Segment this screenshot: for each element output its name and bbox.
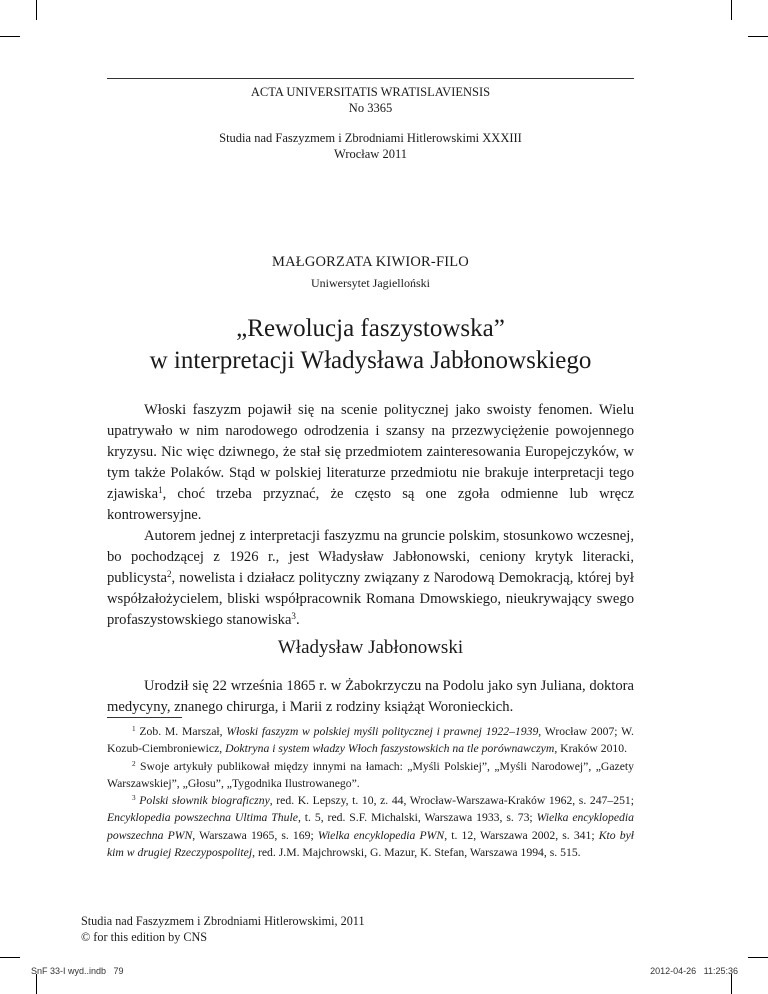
crop-mark-top-right-h	[748, 36, 768, 37]
footnotes	[107, 723, 634, 861]
footer-line-2: © for this edition by CNS	[81, 930, 208, 944]
crop-mark-bottom-right-v	[731, 974, 732, 994]
paragraph-2: Autorem jednej z interpretacji faszyzmu na gruncie polskim, stosunkowo wczesnej, bo pochodzącej z 1926 r., jest Władysław Jabłonowski, ceniony krytyk literacki, publicysta$^2$, nowelista i działacz polityczny związany z Narodową Demokracją, której był współzałożycielem, bliski współpracownik Romana Dmowskiego, nieukrywający swego profaszystowskiego stanowiska$^3$.	[107, 528, 634, 628]
printer-slug-timestamp: 2012-04-26 11:25:36	[650, 966, 738, 976]
crop-mark-bottom-left-h	[0, 957, 20, 958]
body-text-section	[107, 676, 634, 718]
author-affiliation: Uniwersytet Jagielloński	[311, 276, 430, 290]
crop-mark-bottom-left-v	[36, 974, 37, 994]
journal-title: ACTA UNIVERSITATIS WRATISLAVIENSIS	[250, 85, 491, 99]
paragraph-3: Urodził się 22 września 1865 r. w Żabokrzyczu na Podolu jako syn Juliana, doktora medycyny, znanego chirurga, i Marii z rodziny książąt Woronieckich.	[107, 678, 634, 715]
crop-mark-top-right-v	[731, 0, 732, 20]
footnote-1: $^1$ Zob. M. Marszał, Włoski faszyzm w polskiej myśli politycznej i prawnej 1922–1939, Wrocław 2007; W. Kozub-Ciembroniewicz, Doktryna i system władzy Włoch faszystowskich na tle porównawczym, Kraków 2010.	[107, 725, 634, 756]
article-title-line-1: „Rewolucja faszystowska”	[236, 315, 505, 342]
copyright-footer	[81, 913, 365, 945]
footnote-2: $^2$ Swoje artykuły publikował między innymi na łamach: „Myśli Polskiej”, „Myśli Narodowej”, „Gazety Warszawskiej”, „Głosu”, „Tygodnika Ilustrowanego”.	[107, 759, 634, 790]
article-title-line-2: w interpretacji Władysława Jabłonowskiego	[149, 347, 592, 374]
issue-number: No 3365	[348, 101, 393, 115]
paragraph-1: Włoski faszyzm pojawił się na scenie politycznej jako swoisty fenomen. Wielu upatrywało w nim narodowego odrodzenia i szansy na przezwyciężenie powojennego kryzysu. Nic więc dziwnego, że stał się przedmiotem zainteresowania Europejczyków, w tym także Polaków. Stąd w polskiej literaturze przedmiotu nie brakuje interpretacji tego zjawiska$^1$, choć trzeba przyznać, że często są one zgoła odmienne lub wręcz kontrowersyjne.	[107, 402, 634, 523]
footnote-ref-1[interactable]: 1	[158, 485, 163, 496]
series-title: Studia nad Faszyzmem i Zbrodniami Hitlerowskimi XXXIII	[219, 131, 522, 145]
printer-slug-file: SnF 33-I wyd..indb 79	[31, 966, 124, 976]
author-name: MAŁGORZATA KIWIOR-FILO	[272, 254, 469, 270]
footnote-rule	[107, 717, 182, 718]
body-text	[107, 400, 634, 631]
footnote-ref-3[interactable]: 3	[291, 611, 296, 622]
footnote-3: $^3$ Polski słownik biograficzny, red. K. Lepszy, t. 10, z. 44, Wrocław-Warszawa-Kraków 1962, s. 247–251; Encyklopedia powszechna Ultima Thule, t. 5, red. S.F. Michalski, Warszawa 1933, s. 73; Wielka encyklopedia powszechna PWN, Warszawa 1965, s. 169; Wielka encyklopedia PWN, t. 12, Warszawa 2002, s. 341; Kto był kim w drugiej Rzeczypospolitej, red. J.M. Majchrowski, G. Mazur, K. Stefan, Warszawa 1994, s. 515.	[107, 794, 635, 860]
crop-mark-top-left-h	[0, 36, 20, 37]
header-rule	[107, 78, 634, 79]
crop-mark-bottom-right-h	[748, 957, 768, 958]
footnote-ref-2[interactable]: 2	[167, 569, 172, 580]
place-year: Wrocław 2011	[334, 147, 407, 161]
crop-mark-top-left-v	[36, 0, 37, 20]
footer-line-1: Studia nad Faszyzmem i Zbrodniami Hitlerowskimi, 2011	[81, 914, 365, 928]
section-heading: Władysław Jabłonowski	[277, 637, 464, 658]
